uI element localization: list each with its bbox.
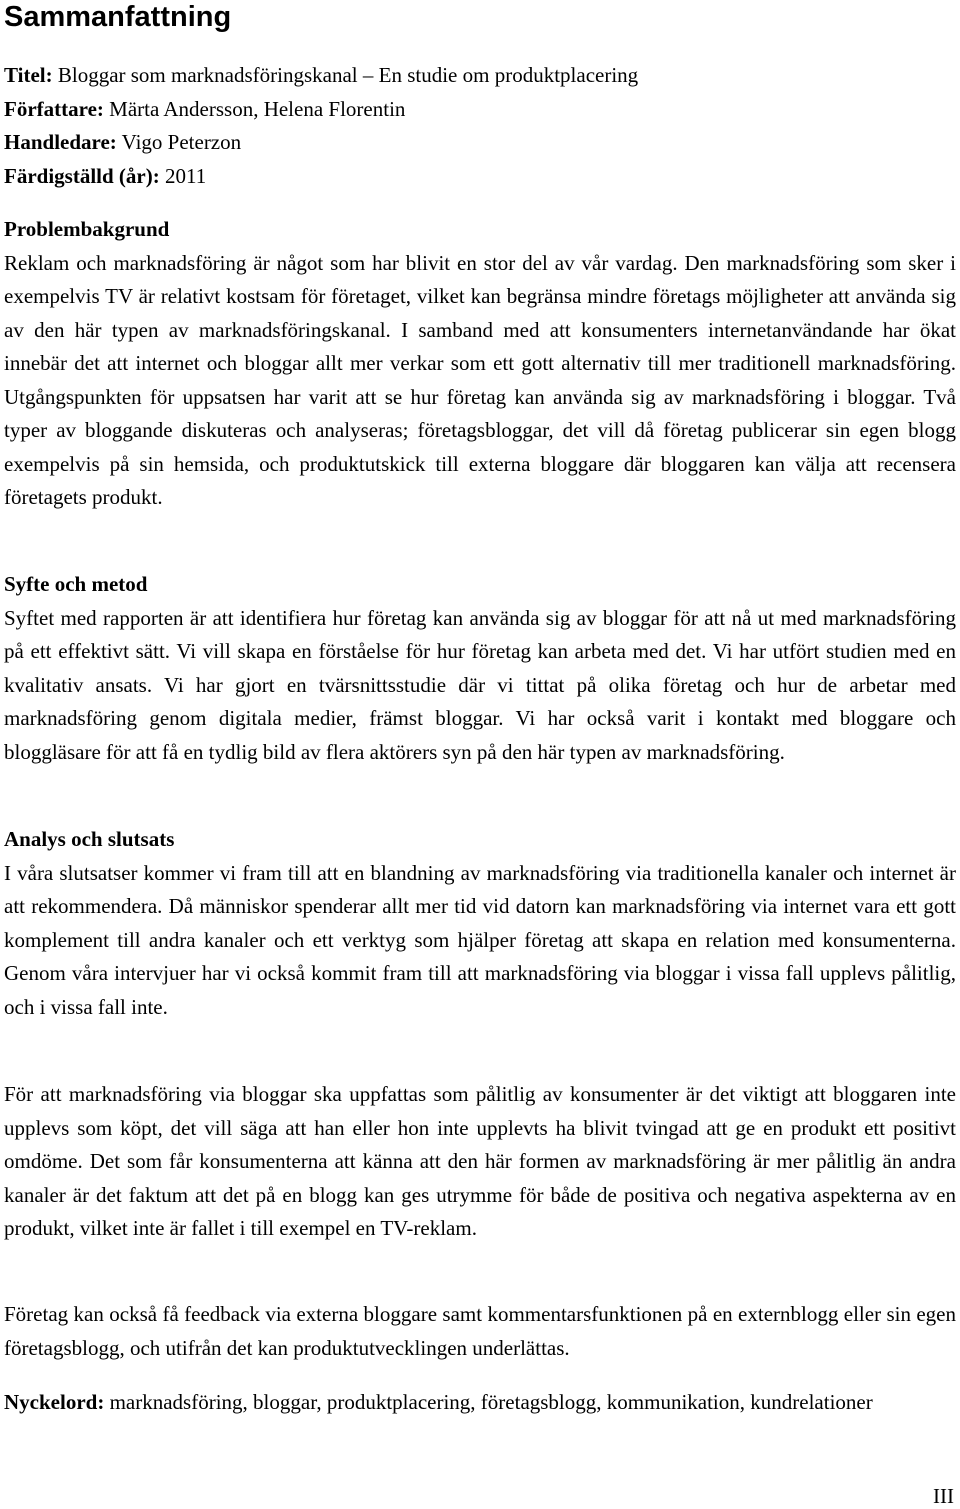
meta-authors-label: Författare:	[4, 96, 104, 121]
meta-title-label: Titel:	[4, 63, 53, 87]
section-analysis	[4, 823, 956, 1024]
section-analysis-cont-2	[4, 1298, 956, 1365]
meta-authors	[4, 93, 956, 127]
page-number: III	[933, 1484, 954, 1508]
meta-authors-value: Märta Andersson, Helena Florentin	[109, 96, 406, 121]
meta-supervisor	[4, 126, 956, 160]
keywords-value: marknadsföring, bloggar, produktplacering, företagsblogg, kommunikation, kundrelationer	[109, 1390, 873, 1414]
keywords	[4, 1386, 956, 1420]
page-title: Sammanfattning	[4, 1, 232, 33]
section-problem	[4, 213, 956, 515]
keywords-paragraph	[4, 1386, 956, 1420]
section-analysis-text-3: Företag kan också få feedback via externa bloggare samt kommentarsfunktionen på en externblogg eller sin egen företagsblogg, och utifrån det kan produktutvecklingen underlättas.	[4, 1302, 956, 1360]
meta-year-label: Färdigställd (år):	[4, 163, 160, 188]
meta-title	[4, 59, 956, 93]
section-problem-heading: Problembakgrund	[4, 217, 170, 241]
thesis-metadata	[4, 59, 956, 193]
meta-title-value: Bloggar som marknadsföringskanal – En studie om produktplacering	[57, 63, 639, 87]
keywords-label: Nyckelord:	[4, 1390, 105, 1414]
section-purpose-text: Syftet med rapporten är att identifiera hur företag kan använda sig av bloggar för att nå ut med marknadsföring på ett effektivt sätt. Vi vill skapa en förståelse för hur företag kan arbeta med det. Vi har utfört studien med en kvalitativ ansats. Vi har gjort en tvärsnittsstudie där vi tittat på olika företag och hur de arbetar med marknadsföring genom digitala medier, främst bloggar. Vi har också varit i kontakt med bloggare och bloggläsare för att få en tydlig bild av flera aktörers syn på den här typen av marknadsföring.	[4, 605, 956, 764]
meta-year-value: 2011	[164, 163, 207, 188]
section-purpose-heading: Syfte och metod	[4, 572, 148, 596]
section-analysis-text-2: För att marknadsföring via bloggar ska uppfattas som pålitlig av konsumenter är det viktigt att bloggaren inte upplevs som köpt, det vill säga att han eller hon inte upplevts ha blivit tvingad att ge en produkt ett positivt omdöme. Det som får konsumenterna att känna att den här formen av marknadsföring är mer pålitlig än andra kanaler är det faktum att det på en blogg kan ges utrymme för både de positiva och negativa aspekterna av en produkt, vilket inte är fallet i till exempel en TV-reklam.	[4, 1082, 956, 1240]
section-problem-text: Reklam och marknadsföring är något som har blivit en stor del av vår vardag. Den marknadsföring som sker i exempelvis TV är relativt kostsam för företaget, vilket kan begränsa mindre företags möjligheter att använda sig av den här typen av marknadsföringskanal. I samband med att konsumenters internetanvändande har ökat innebär det att internet och bloggar allt mer verkar som ett gott alternativ till mer traditionell marknadsföring. Utgångspunkten för uppsatsen har varit att se hur företag kan använda sig av marknadsföring i bloggar. Två typer av bloggande diskuteras och analyseras; företagsbloggar, det vill då företag publicerar sin egen blogg exempelvis på sin hemsida, och produktutskick till externa bloggare där bloggaren kan välja att recensera företagets produkt.	[4, 250, 956, 509]
section-analysis-heading: Analys och slutsats	[4, 827, 175, 851]
meta-supervisor-label: Handledare:	[4, 130, 117, 154]
section-analysis-cont	[4, 1078, 956, 1246]
meta-supervisor-value: Vigo Peterzon	[121, 130, 242, 154]
meta-year	[4, 160, 956, 194]
section-analysis-text: I våra slutsatser kommer vi fram till att en blandning av marknadsföring via traditionella kanaler och internet är att rekommendera. Då människor spenderar allt mer tid vid datorn kan marknadsföring via internet vara ett gott komplement till andra kanaler och ett verktyg som hjälper företag att skapa en relation med konsumenterna. Genom våra intervjuer har vi också kommit fram till att marknadsföring via bloggar i vissa fall upplevs pålitlig, och i vissa fall inte.	[4, 860, 956, 1019]
section-purpose	[4, 568, 956, 769]
